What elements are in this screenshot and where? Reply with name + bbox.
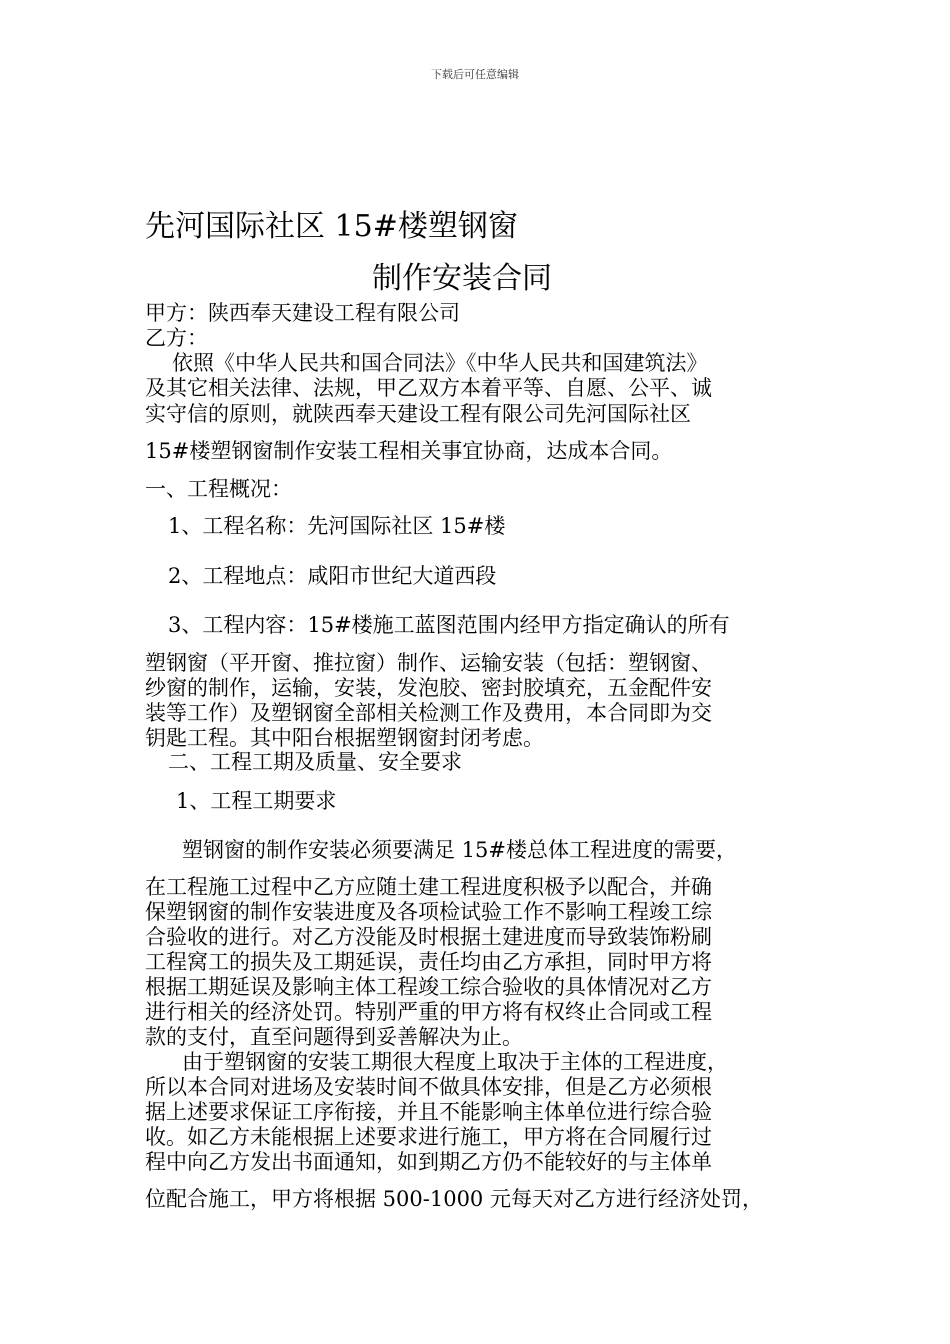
- paragraph-line: 钥匙工程。其中阳台根据塑钢窗封闭考虑。: [145, 726, 544, 750]
- paragraph-line: 进行相关的经济处罚。特别严重的甲方将有权终止合同或工程: [145, 1000, 712, 1024]
- section-heading: 一、工程概况：: [145, 477, 292, 501]
- list-item: 3、工程内容：15#楼施工蓝图范围内经甲方指定确认的所有: [168, 613, 730, 637]
- paragraph-line: 依照《中华人民共和国合同法》《中华人民共和国建筑法》: [172, 351, 708, 375]
- paragraph-line: 实守信的原则，就陕西奉天建设工程有限公司先河国际社区: [145, 402, 691, 426]
- section-heading: 二、工程工期及质量、安全要求: [168, 750, 462, 774]
- paragraph-line: 收。如乙方未能根据上述要求进行施工，甲方将在合同履行过: [145, 1125, 712, 1149]
- paragraph-line: 据上述要求保证工序衔接，并且不能影响主体单位进行综合验: [145, 1100, 712, 1124]
- paragraph-line: 根据工期延误及影响主体工程竣工综合验收的具体情况对乙方: [145, 975, 712, 999]
- paragraph-line: 塑钢窗（平开窗、推拉窗）制作、运输安装（包括：塑钢窗、: [145, 651, 712, 675]
- list-item: 2、工程地点：咸阳市世纪大道西段: [168, 564, 497, 588]
- paragraph-line: 及其它相关法律、法规，甲乙双方本着平等、自愿、公平、诚: [145, 376, 712, 400]
- page-header-note: 下载后可任意编辑: [431, 68, 519, 81]
- paragraph-line: 所以本合同对进场及安装时间不做具体安排，但是乙方必须根: [145, 1075, 712, 1099]
- paragraph-line: 装等工作）及塑钢窗全部相关检测工作及费用，本合同即为交: [145, 701, 712, 725]
- paragraph-line: 15#楼塑钢窗制作安装工程相关事宜协商，达成本合同。: [145, 439, 673, 463]
- paragraph-line: 保塑钢窗的制作安装进度及各项检试验工作不影响工程竣工综: [145, 900, 712, 924]
- party-a-line: 甲方：陕西奉天建设工程有限公司: [145, 301, 460, 325]
- paragraph-line: 塑钢窗的制作安装必须要满足 15#楼总体工程进度的需要，: [182, 838, 737, 862]
- subsection-heading: 1、工程工期要求: [176, 789, 337, 813]
- list-item: 1、工程名称：先河国际社区 15#楼: [168, 514, 506, 538]
- paragraph-line: 在工程施工过程中乙方应随土建工程进度积极予以配合，并确: [145, 875, 712, 899]
- paragraph-line: 工程窝工的损失及工期延误，责任均由乙方承担，同时甲方将: [145, 950, 712, 974]
- paragraph-line: 款的支付，直至问题得到妥善解决为止。: [145, 1025, 523, 1049]
- title-line-2: 制作安装合同: [372, 261, 552, 296]
- paragraph-line: 由于塑钢窗的安装工期很大程度上取决于主体的工程进度，: [182, 1050, 728, 1074]
- paragraph-line: 纱窗的制作，运输，安装，发泡胶、密封胶填充，五金配件安: [145, 676, 712, 700]
- title-line-1: 先河国际社区 15#楼塑钢窗: [145, 209, 518, 244]
- paragraph-line: 程中向乙方发出书面通知，如到期乙方仍不能较好的与主体单: [145, 1150, 712, 1174]
- paragraph-line: 合验收的进行。对乙方没能及时根据土建进度而导致装饰粉刷: [145, 925, 712, 949]
- party-b-line: 乙方：: [145, 326, 208, 350]
- paragraph-line: 位配合施工，甲方将根据 500-1000 元每天对乙方进行经济处罚，: [145, 1187, 763, 1211]
